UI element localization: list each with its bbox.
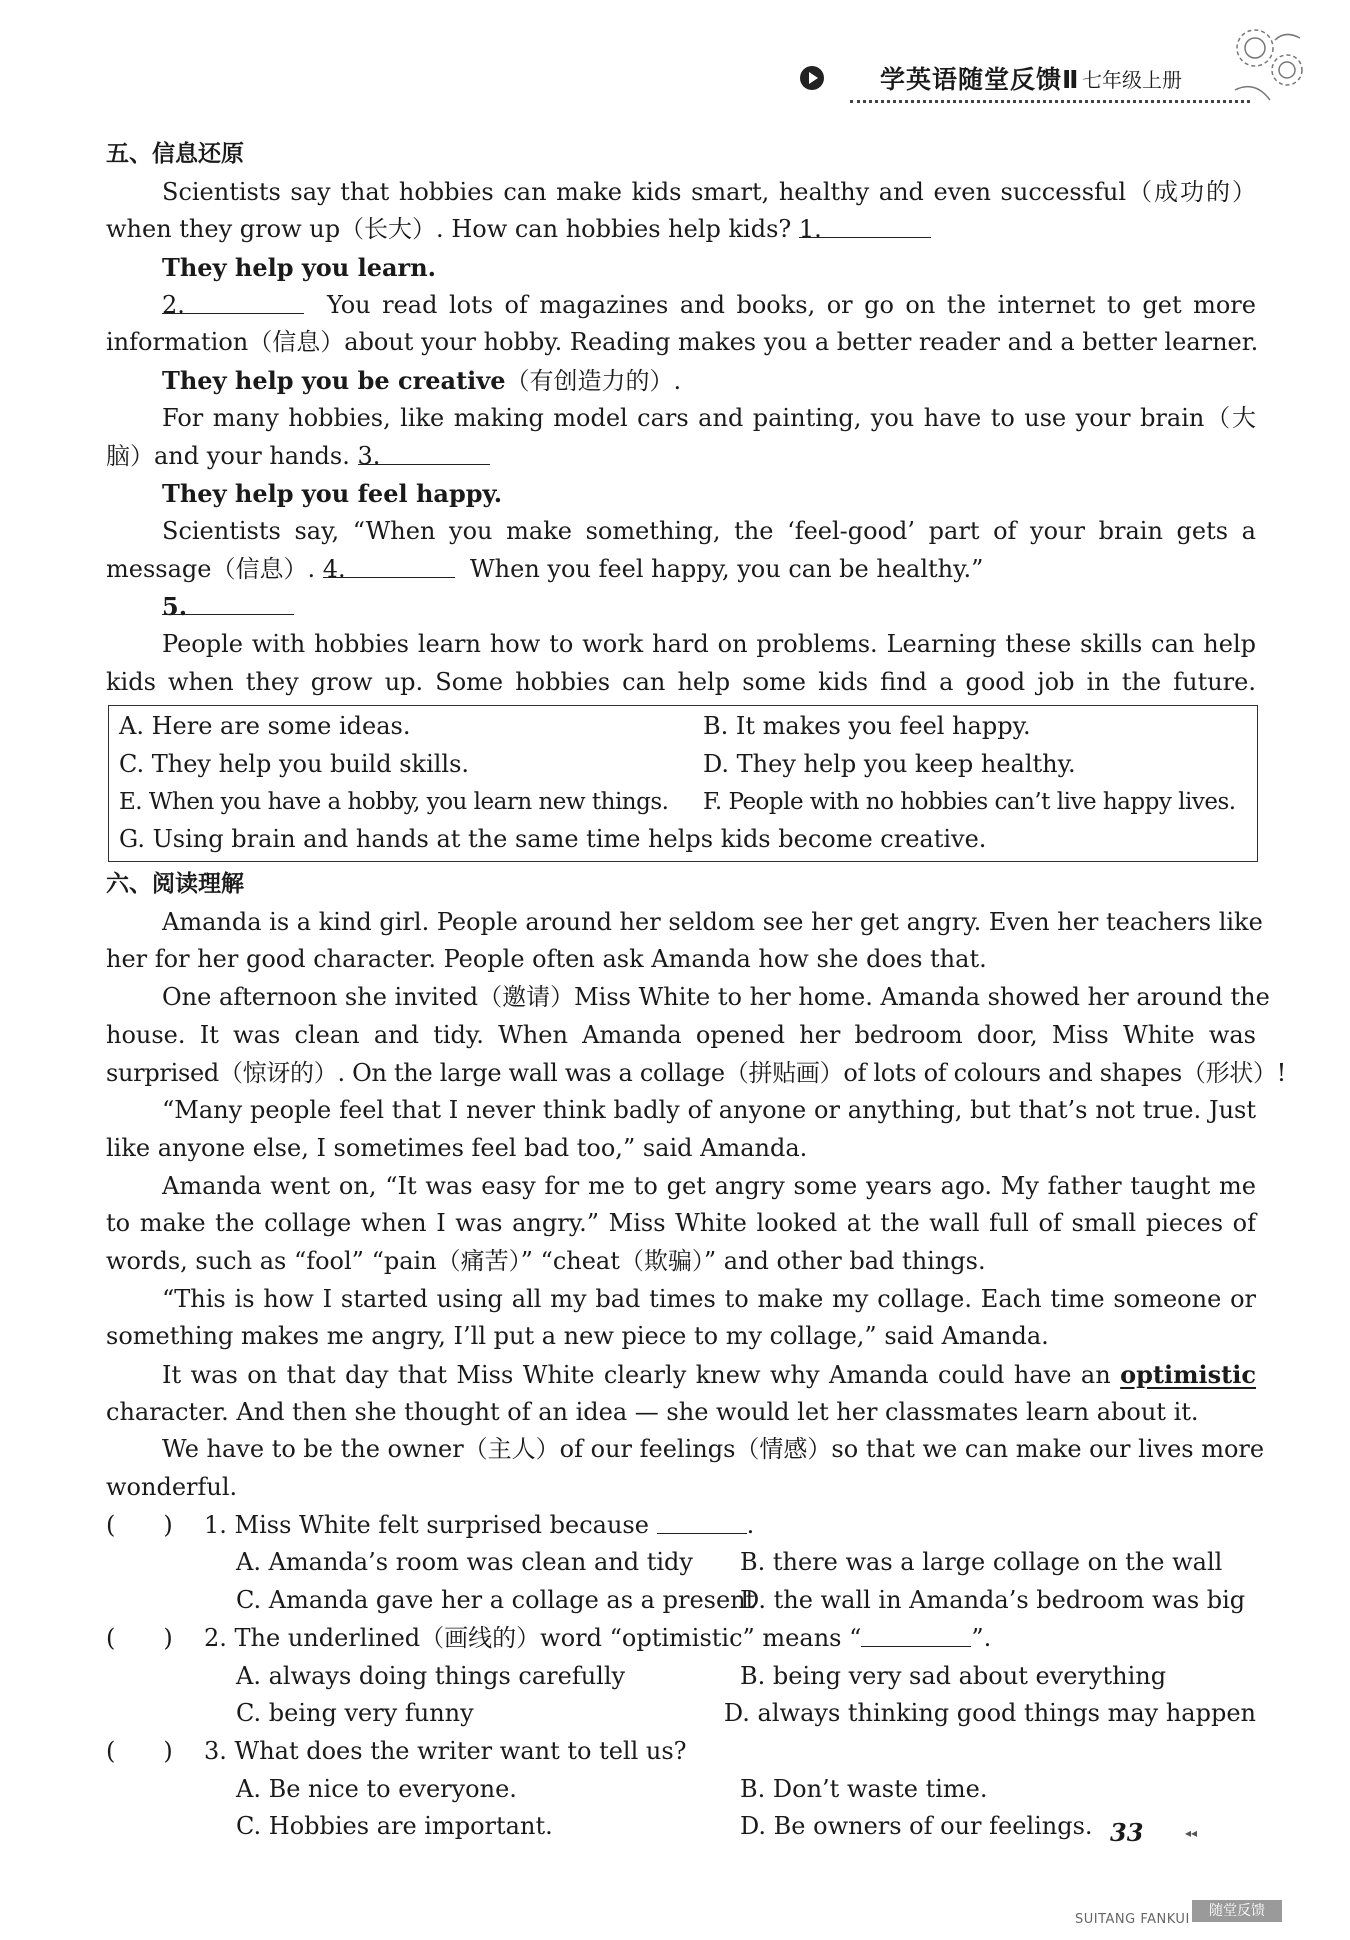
passage-line: For many hobbies, like making model cars and painting, you have to use your brain（大 — [162, 403, 1256, 432]
option-d[interactable]: D. Be owners of our feelings. — [740, 1812, 1093, 1841]
passage-line: words, such as “fool” “pain（痛苦）” “cheat（欺骗）” and other bad things. — [106, 1246, 986, 1275]
option-row — [119, 784, 1247, 822]
passage-line: Amanda went on, “It was easy for me to get angry some years ago. My father taught me — [162, 1171, 1256, 1200]
passage-line: Scientists say, “When you make something, the ‘feel-good’ part of your brain gets a — [162, 516, 1256, 545]
passage-line: information（信息）about your hobby. Reading makes you a better reader and a better learner. — [106, 328, 1259, 357]
blank-1[interactable]: 1. — [799, 211, 931, 238]
question-options — [106, 1658, 1256, 1696]
question-options — [106, 1771, 1256, 1809]
page-header — [800, 58, 1270, 108]
section-title-reading: 六、阅读理解 — [106, 871, 244, 898]
passage-line: message（信息）. 4. When you feel happy, you can be healthy.” — [106, 551, 1256, 589]
passage-line: kids when they grow up. Some hobbies can help some kids find a good job in the future. — [106, 667, 1256, 696]
option-a: A. Here are some ideas. — [119, 712, 411, 741]
passage-line: when they grow up（长大）. How can hobbies help kids? 1. — [106, 211, 1256, 249]
passage-line: her for her good character. People often ask Amanda how she does that. — [106, 945, 987, 974]
passage-line: We have to be the owner（主人）of our feelings（情感）so that we can make our lives more — [162, 1435, 1265, 1464]
option-d: D. They help you keep healthy. — [703, 750, 1076, 778]
passage-line: like anyone else, I sometimes feel bad too,” said Amanda. — [106, 1133, 808, 1162]
footer-badge: 随堂反馈 — [1192, 1900, 1282, 1922]
blank-5[interactable]: 5. — [162, 588, 294, 615]
passage-line: It was on that day that Miss White clearly knew why Amanda could have an optimistic — [162, 1360, 1256, 1389]
passage-line: 2. You read lots of magazines and books, or go on the internet to get more — [106, 287, 1256, 325]
question-stem: 2. The underlined（画线的）word “optimistic” means “ — [204, 1623, 862, 1652]
passage-line: One afternoon she invited（邀请）Miss White to her home. Amanda showed her around the — [162, 983, 1270, 1012]
option-b[interactable]: B. Don’t waste time. — [740, 1774, 988, 1803]
book-title: 学英语随堂反馈Ⅱ — [880, 65, 1080, 94]
passage-line: house. It was clean and tidy. When Amanda opened her bedroom door, Miss White was — [106, 1020, 1256, 1049]
passage-line: character. And then she thought of an idea — she would let her classmates learn about it. — [106, 1397, 1199, 1426]
options-box — [108, 705, 1258, 862]
passage-line: Amanda is a kind girl. People around her seldom see her get angry. Even her teachers like — [162, 907, 1263, 936]
sunflower-decoration-icon — [1225, 20, 1315, 110]
passage-line — [106, 588, 1256, 626]
option-row — [119, 821, 1247, 859]
question-2: ( ) 2. The underlined（画线的）word “optimistic” means “ ”. — [106, 1620, 1256, 1658]
footer-brand-latin: SUITANG FANKUI — [1075, 1912, 1190, 1927]
option-a[interactable]: A. always doing things carefully — [236, 1661, 626, 1690]
blank-3[interactable]: 3. — [358, 438, 490, 465]
answer-paren[interactable]: ( ) — [106, 1736, 173, 1765]
option-d[interactable]: D. the wall in Amanda’s bedroom was big — [740, 1586, 1246, 1615]
passage-line: People with hobbies learn how to work hard on problems. Learning these skills can help — [162, 629, 1256, 658]
play-icon — [800, 66, 824, 90]
subheading: They help you be creative（有创造力的）. — [162, 366, 682, 396]
option-g: G. Using brain and hands at the same time helps kids become creative. — [119, 825, 987, 854]
question-3 — [106, 1733, 1256, 1771]
passage-line: to make the collage when I was angry.” Miss White looked at the wall full of small pieces of — [106, 1209, 1256, 1238]
subheading: They help you learn. — [162, 253, 436, 283]
answer-blank[interactable] — [861, 1620, 971, 1647]
double-arrow-left-icon: ◂◂ — [1185, 1826, 1198, 1840]
option-e: E. When you have a hobby, you learn new things. — [119, 788, 669, 815]
passage-line: “Many people feel that I never think badly of anyone or anything, but that’s not true. Just — [162, 1096, 1256, 1125]
option-b: B. It makes you feel happy. — [703, 712, 1031, 741]
question-options — [106, 1582, 1256, 1620]
option-b[interactable]: B. there was a large collage on the wall — [740, 1548, 1223, 1577]
answer-paren[interactable]: ( ) — [106, 1623, 173, 1652]
page-content — [106, 136, 1287, 1846]
option-b[interactable]: B. being very sad about everything — [740, 1661, 1167, 1690]
option-a[interactable]: A. Be nice to everyone. — [236, 1774, 517, 1803]
header-dotted-rule — [850, 100, 1250, 103]
question-1: ( ) 1. Miss White felt surprised because . — [106, 1507, 1256, 1545]
option-a[interactable]: A. Amanda’s room was clean and tidy — [236, 1548, 693, 1577]
option-c[interactable]: C. Hobbies are important. — [236, 1812, 553, 1841]
passage-line: wonderful. — [106, 1473, 238, 1502]
subheading: They help you feel happy. — [162, 479, 503, 509]
option-row — [119, 746, 1247, 784]
question-options — [106, 1808, 1256, 1846]
blank-4[interactable]: 4. — [323, 551, 455, 578]
passage-line: something makes me angry, I’ll put a new piece to my collage,” said Amanda. — [106, 1322, 1049, 1351]
option-d[interactable]: D. always thinking good things may happen — [723, 1699, 1256, 1728]
passage-line: “This is how I started using all my bad times to make my collage. Each time someone or — [162, 1284, 1256, 1313]
passage-line: Scientists say that hobbies can make kids smart, healthy and even successful（成功的） — [162, 177, 1256, 206]
option-c: C. They help you build skills. — [119, 750, 470, 778]
question-stem: 1. Miss White felt surprised because — [204, 1510, 649, 1539]
answer-paren[interactable]: ( ) — [106, 1510, 173, 1539]
option-row — [119, 708, 1247, 746]
blank-2[interactable]: 2. — [162, 287, 304, 314]
option-f: F. People with no hobbies can’t live happy lives. — [703, 788, 1236, 815]
question-stem: 3. What does the writer want to tell us? — [204, 1736, 687, 1765]
option-c[interactable]: C. Amanda gave her a collage as a present — [236, 1586, 756, 1615]
passage-line: surprised（惊讶的）. On the large wall was a collage（拼贴画）of lots of colours and shapes（形状）! — [106, 1058, 1287, 1087]
book-subtitle: 七年级上册 — [1082, 68, 1182, 92]
page-number: 33 — [1110, 1818, 1144, 1847]
option-c[interactable]: C. being very funny — [236, 1699, 474, 1728]
section-title-info-restore: 五、信息还原 — [106, 141, 244, 167]
underlined-word-optimistic: optimistic — [1120, 1360, 1256, 1389]
passage-line: 脑）and your hands. 3. — [106, 438, 1256, 476]
answer-blank[interactable] — [657, 1507, 747, 1534]
question-options — [106, 1544, 1256, 1582]
question-options — [106, 1695, 1256, 1733]
